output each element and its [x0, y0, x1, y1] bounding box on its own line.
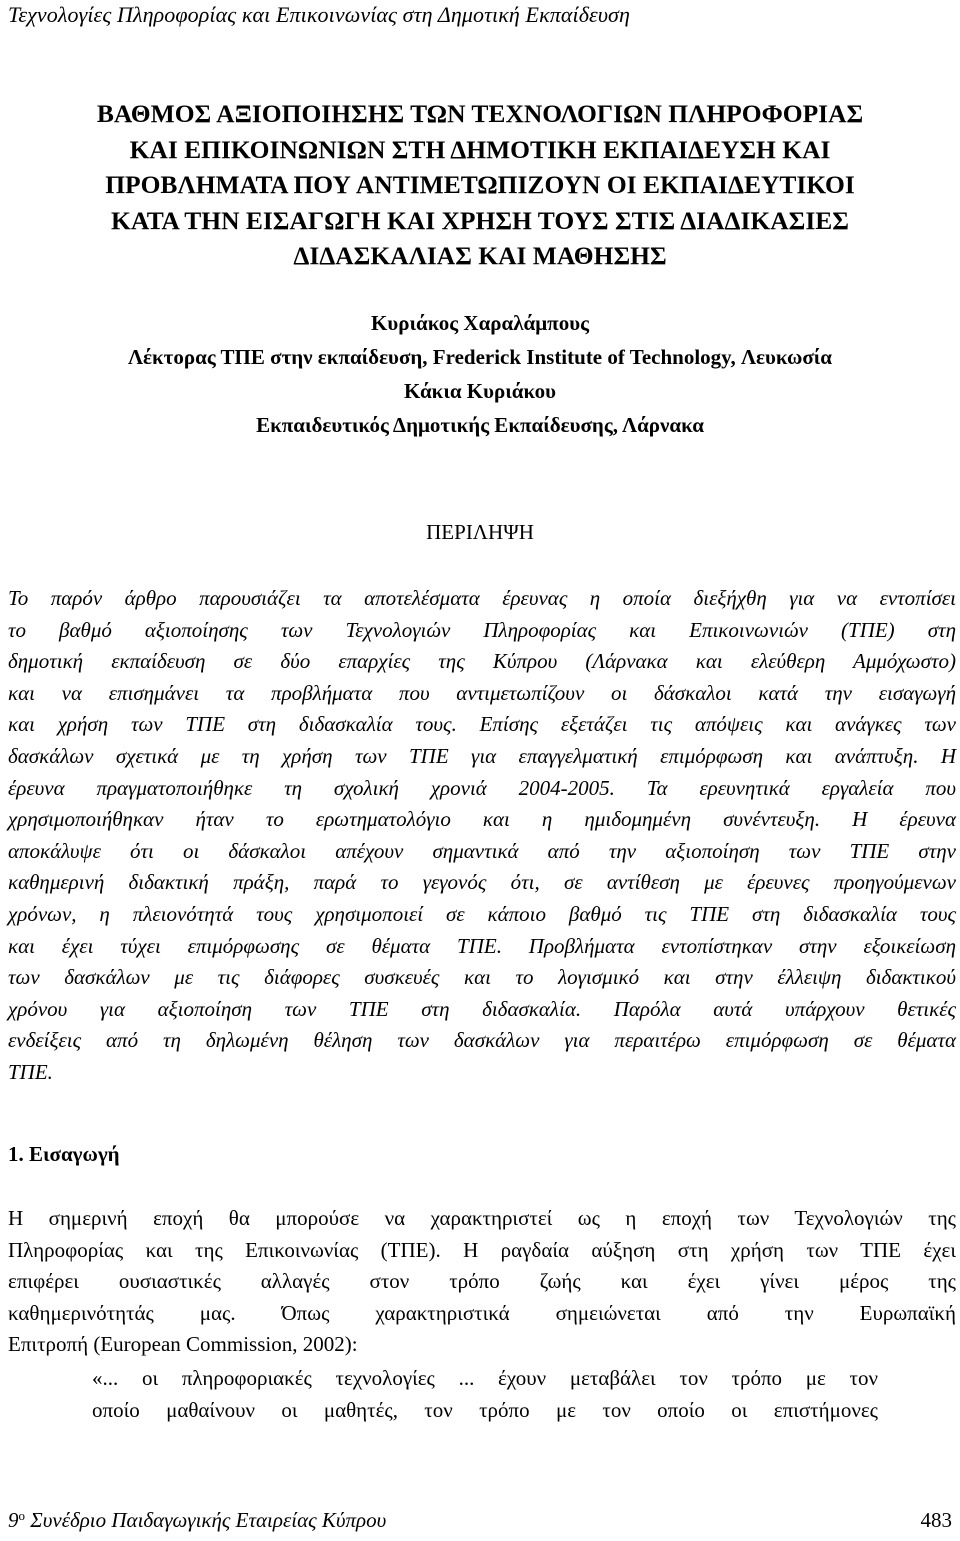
- author-name: Κυριάκος Χαραλάμπους: [371, 311, 589, 335]
- title-line: ΚΑΤΑ ΤΗΝ ΕΙΣΑΓΩΓΗ ΚΑΙ ΧΡΗΣΗ ΤΟΥΣ ΣΤΙΣ ΔΙΑΔΙΚΑΣΙΕΣ: [111, 205, 849, 235]
- abstract-line: δημοτική εκπαίδευση σε δύο επαρχίες της Κύπρου (Λάρνακα και ελεύθερη Αμμόχωστο): [8, 649, 956, 674]
- title-line: ΔΙΔΑΣΚΑΛΙΑΣ ΚΑΙ ΜΑΘΗΣΗΣ: [293, 241, 667, 271]
- page-number: 483: [920, 1508, 952, 1532]
- abstract-line: χρόνων, η πλειονότητά τους χρησιμοποιεί σε κάποιο βαθμό τις ΤΠΕ στη διδασκαλία τους: [8, 901, 956, 926]
- abstract-line: και χρήση των ΤΠΕ στη διδασκαλία τους. Επίσης εξετάζει τις απόψεις και ανάγκες των: [8, 712, 956, 737]
- title-line: ΚΑΙ ΕΠΙΚΟΙΝΩΝΙΩΝ ΣΤΗ ΔΗΜΟΤΙΚΗ ΕΚΠΑΙΔΕΥΣΗ ΚΑΙ: [129, 134, 831, 164]
- abstract-heading: ΠΕΡΙΛΗΨΗ: [426, 520, 534, 544]
- author-name: Κάκια Κυριάκου: [404, 379, 556, 403]
- intro-line: Η σημερινή εποχή θα μπορούσε να χαρακτηριστεί ως η εποχή των Τεχνολογιών της: [8, 1206, 956, 1230]
- quote-line: οποίο μαθαίνουν οι μαθητές, τον τρόπο με τον οποίο οι επιστήμονες: [92, 1397, 878, 1422]
- intro-line: Επιτροπή (European Commission, 2002):: [8, 1332, 358, 1357]
- running-header: Τεχνολογίες Πληροφορίας και Επικοινωνίας στη Δημοτική Εκπαίδευση: [8, 2, 630, 27]
- abstract-line: έρευνα πραγματοποιήθηκε τη σχολική χρονιά 2004-2005. Τα ερευνητικά εργαλεία που: [8, 775, 956, 800]
- intro-line: Πληροφορίας και της Επικοινωνίας (ΤΠΕ). Η ραγδαία αύξηση στη χρήση των ΤΠΕ έχει: [8, 1237, 956, 1262]
- abstract-line: χρόνου για αξιοποίηση των ΤΠΕ στη διδασκαλία. Παρόλα αυτά υπάρχουν θετικές: [8, 996, 956, 1021]
- intro-line: καθημερινότητάς μας. Όπως χαρακτηριστικά σημειώνεται από την Ευρωπαϊκή: [8, 1300, 956, 1325]
- author-block: [0, 306, 960, 442]
- author-affiliation: Λέκτορας ΤΠΕ στην εκπαίδευση, Frederick Institute of Technology, Λευκωσία: [128, 345, 832, 369]
- abstract-line: αποκάλυψε ότι οι δάσκαλοι απέχουν σημαντικά από την αξιοποίηση των ΤΠΕ στην: [8, 838, 956, 863]
- intro-line: επιφέρει ουσιαστικές αλλαγές στον τρόπο ζωής και έχει γίνει μέρος της: [8, 1269, 956, 1294]
- author-affiliation: Εκπαιδευτικός Δημοτικής Εκπαίδευσης, Λάρνακα: [256, 413, 704, 437]
- block-quote: [92, 1363, 878, 1426]
- intro-text: [8, 1203, 956, 1361]
- conference-number: 9: [8, 1508, 19, 1532]
- abstract-line: δασκάλων σχετικά με τη χρήση των ΤΠΕ για επαγγελματική επιμόρφωση και ανάπτυξη. Η: [8, 743, 956, 768]
- abstract-line: ΤΠΕ.: [8, 1059, 53, 1084]
- section-heading: 1. Εισαγωγή: [8, 1142, 120, 1166]
- abstract-line: χρησιμοποιήθηκαν ήταν το ερωτηματολόγιο και η ημιδομημένη συνέντευξη. Η έρευνα: [8, 807, 956, 832]
- abstract-line: των δασκάλων με τις διάφορες συσκευές και το λογισμικό και στην έλλειψη διδακτικού: [8, 965, 956, 990]
- quote-line: «... οι πληροφοριακές τεχνολογίες ... έχουν μεταβάλει τον τρόπο με τον: [92, 1366, 878, 1390]
- abstract-line: ενδείξεις από τη δηλωμένη θέληση των δασκάλων για περαιτέρω επιμόρφωση σε θέματα: [8, 1028, 956, 1053]
- abstract-line: και να επισημάνει τα προβλήματα που αντιμετωπίζουν οι δάσκαλοι κατά την εισαγωγή: [8, 680, 956, 705]
- abstract-line: Το παρόν άρθρο παρουσιάζει τα αποτελέσματα έρευνας η οποία διεξήχθη για να εντοπίσει: [8, 586, 956, 610]
- title-line: ΒΑΘΜΟΣ ΑΞΙΟΠΟΙΗΣΗΣ ΤΩΝ ΤΕΧΝΟΛΟΓΙΩΝ ΠΛΗΡΟΦΟΡΙΑΣ: [96, 99, 864, 128]
- abstract-line: το βαθμό αξιοποίησης των Τεχνολογιών Πληροφορίας και Επικοινωνιών (ΤΠΕ) στη: [8, 617, 956, 642]
- title-line: ΠΡΟΒΛΗΜΑΤΑ ΠΟΥ ΑΝΤΙΜΕΤΩΠΙΖΟΥΝ ΟΙ ΕΚΠΑΙΔΕΥΤΙΚΟΙ: [105, 170, 855, 200]
- paper-title: [0, 96, 960, 274]
- abstract-line: καθημερινή διδακτική πράξη, παρά το γεγονός ότι, σε αντίθεση με έρευνες προηγούμενων: [8, 870, 956, 895]
- abstract-text: [8, 583, 956, 1089]
- page-footer: [8, 1508, 952, 1533]
- conference-name: Συνέδριο Παιδαγωγικής Εταιρείας Κύπρου: [30, 1508, 387, 1532]
- ordinal-suffix: ο: [18, 1508, 25, 1523]
- abstract-line: και έχει τύχει επιμόρφωσης σε θέματα ΤΠΕ. Προβλήματα εντοπίστηκαν στην εξοικείωση: [8, 933, 956, 958]
- conference-label: [8, 1508, 386, 1532]
